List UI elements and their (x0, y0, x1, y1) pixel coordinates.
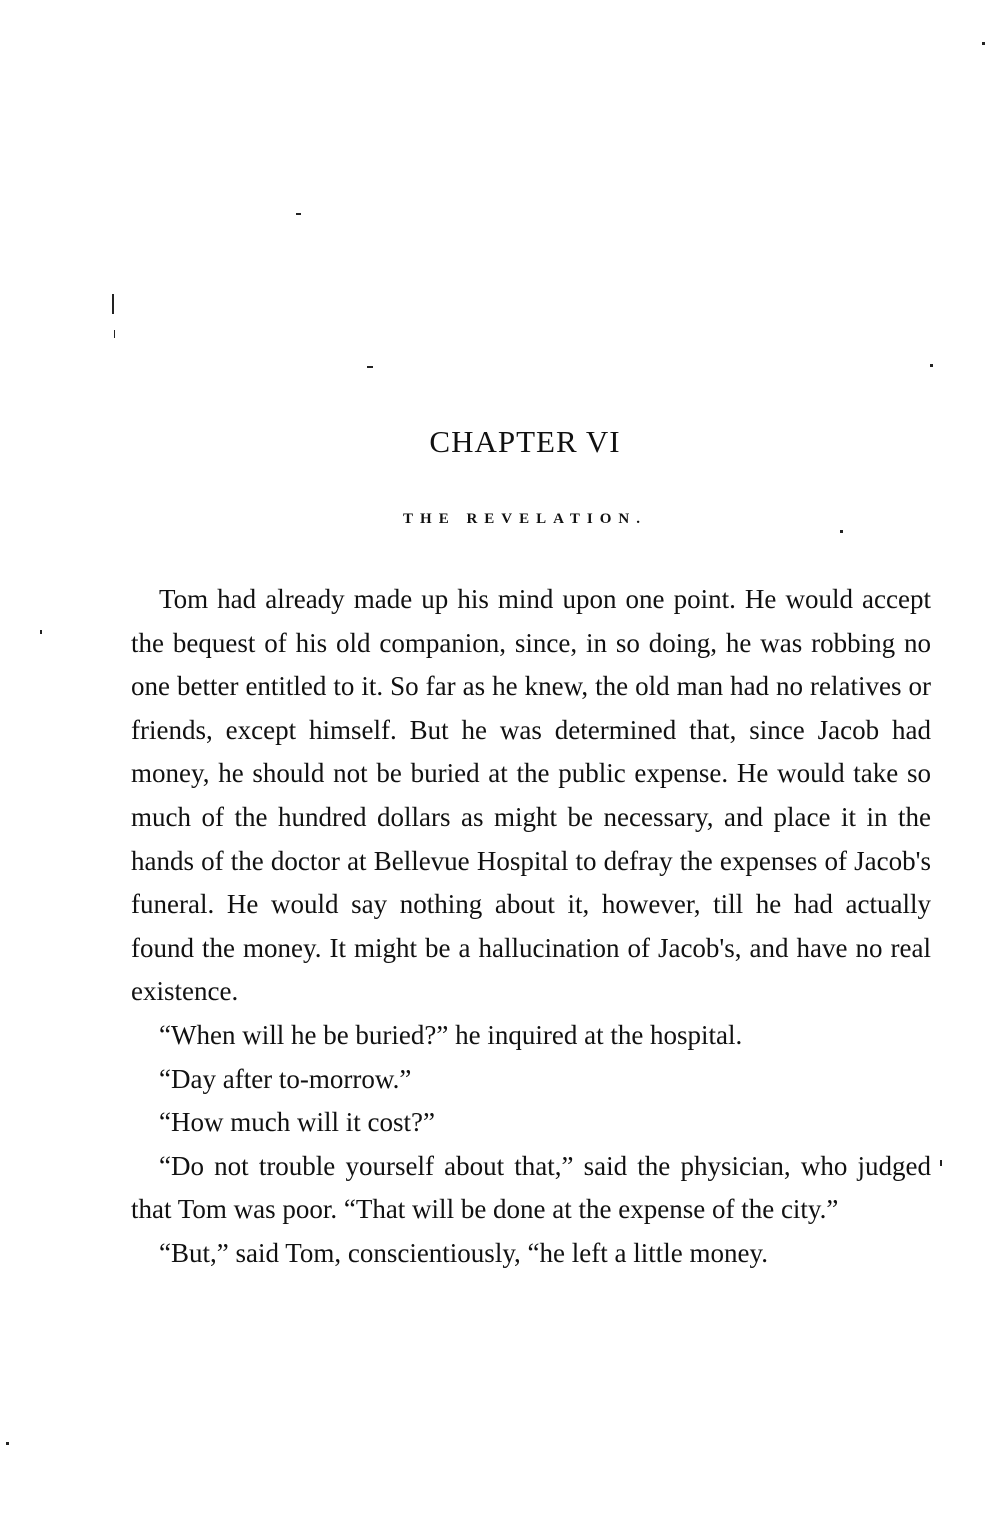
scan-speck (367, 366, 373, 368)
scan-speck (114, 330, 115, 338)
chapter-body (131, 578, 931, 1276)
scan-speck (296, 213, 301, 215)
scan-speck (6, 1442, 9, 1445)
paragraph: “But,” said Tom, conscientiously, “he left a little money. (159, 1237, 768, 1268)
paragraph: “When will he be buried?” he inquired at the hospital. (159, 1019, 743, 1050)
chapter-subtitle: THE REVELATION. (403, 511, 647, 527)
paragraph: “Do not trouble yourself about that,” said the physician, who judged that Tom was poor. “That will be done at the expense of the city.” (131, 1150, 931, 1225)
scan-speck (940, 1160, 942, 1166)
paragraph: “Day after to-morrow.” (159, 1063, 412, 1094)
chapter-title: CHAPTER VI (429, 424, 621, 459)
scan-speck (112, 294, 114, 314)
paragraph: Tom had already made up his mind upon one point. He would accept the bequest of his old companion, since, in so doing, he was robbing no one better entitled to it. So far as he knew, the old man had no relatives or friends, except himself. But he was determined that, since Jacob had money, he should not be buried at the public expense. He would take so much of the hundred dollars as might be necessary, and place it in the hands of the doctor at Bellevue Hospital to defray the expenses of Jacob's funeral. He would say nothing about it, however, till he had actually found the money. It might be a hallucination of Jacob's, and have no real existence. (131, 584, 931, 1007)
paragraph: “How much will it cost?” (159, 1107, 435, 1138)
scan-speck (930, 364, 933, 367)
scan-speck (982, 42, 985, 45)
scan-speck (840, 530, 843, 533)
scan-speck (40, 630, 42, 634)
